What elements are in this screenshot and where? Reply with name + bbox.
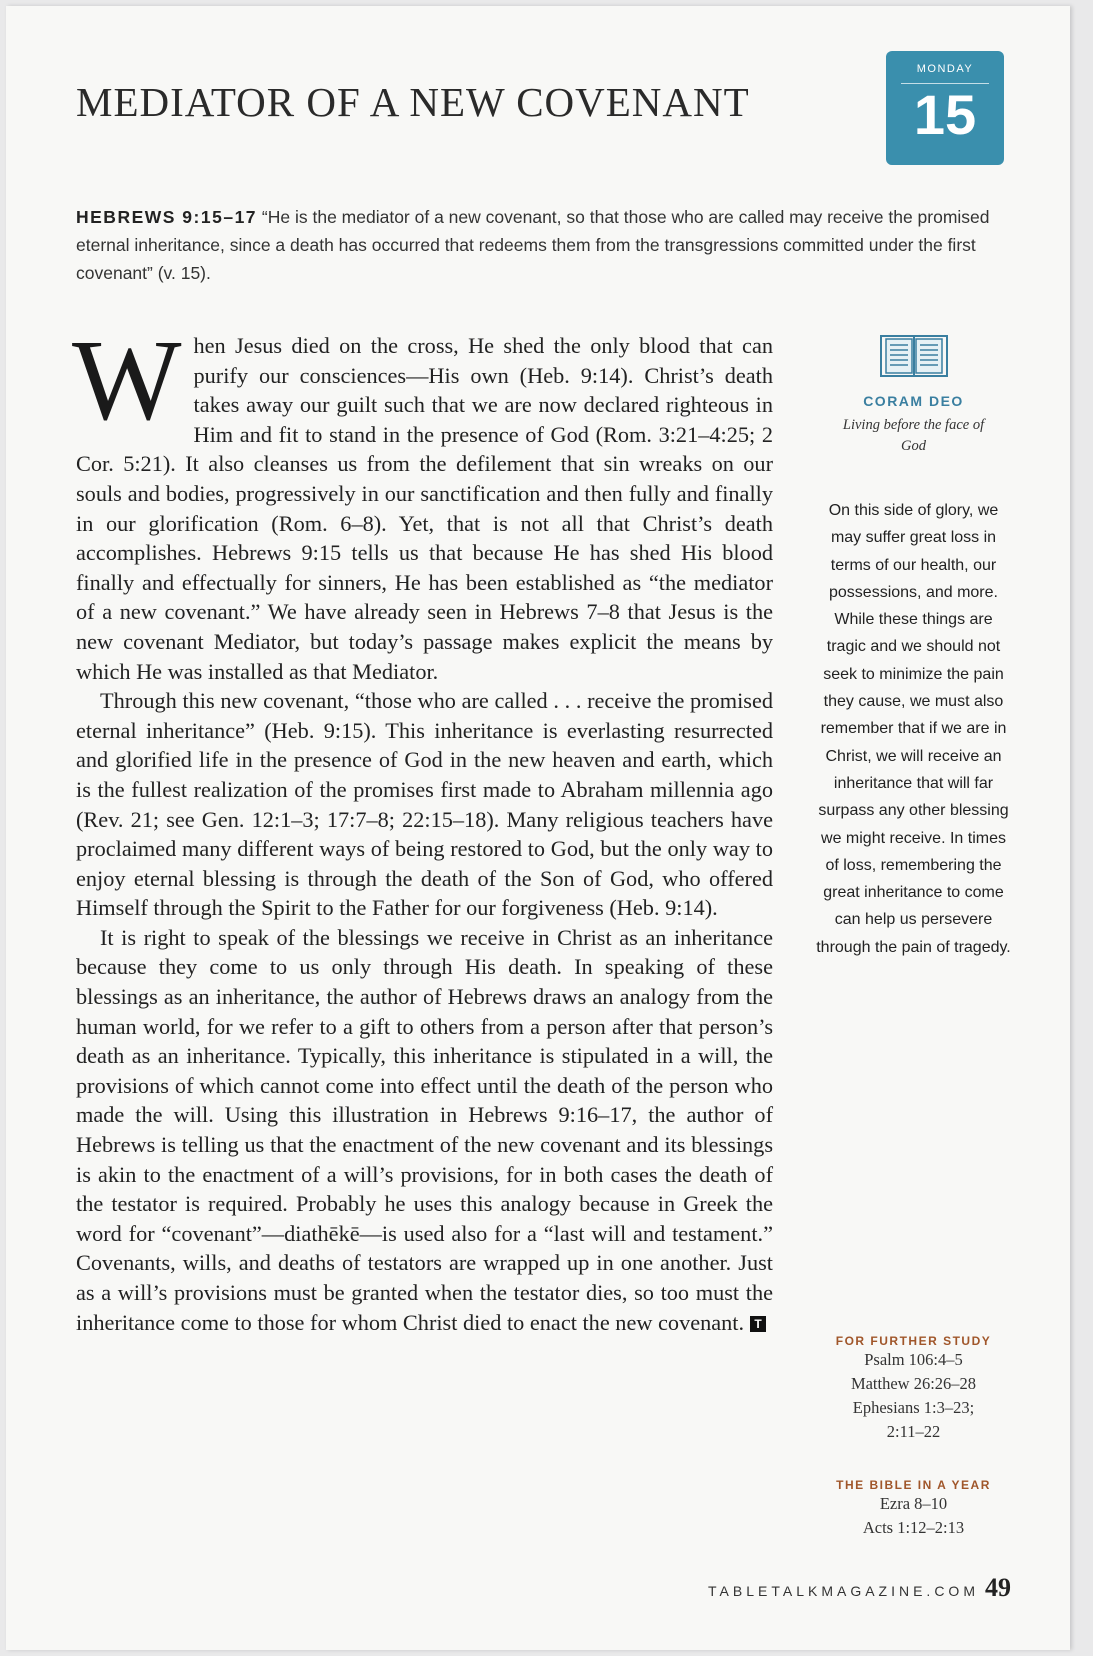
page-title: MEDIATOR OF A NEW COVENANT	[76, 79, 750, 125]
open-book-icon	[878, 333, 950, 379]
further-study-ref: Psalm 106:4–5	[864, 1350, 963, 1369]
bible-in-a-year-ref: Acts 1:12–2:13	[862, 1518, 965, 1537]
coram-deo-label: CORAM DEO	[863, 393, 964, 409]
scripture-passage	[76, 203, 1011, 287]
paragraph-3	[76, 923, 773, 1337]
magazine-page	[6, 6, 1070, 1650]
bible-in-a-year-label: THE BIBLE IN A YEAR	[836, 1478, 991, 1492]
paragraph-1	[72, 317, 773, 686]
coram-deo-subtitle: Living before the face of God	[842, 417, 985, 454]
page-number: 49	[985, 1573, 1011, 1602]
date-badge	[886, 51, 1004, 165]
bible-in-a-year-ref: Ezra 8–10	[879, 1494, 948, 1513]
end-mark-icon: T	[750, 1316, 766, 1332]
further-study-ref: Ephesians 1:3–23;	[852, 1398, 975, 1417]
scripture-text: “He is the mediator of a new covenant, so that those who are called may receive the promised eternal inheritance, since a death has occurred that redeems them from the transgressions committed under the first covenant” (v. 15).	[76, 207, 990, 283]
paragraph-2: Through this new covenant, “those who are called . . . receive the promised eternal inheritance” (Heb. 9:15). This inheritance is everlasting resurrected and glorified life in the presence of God in the new heaven and earth, which is the fullest realization of the promises first made to Abraham millennia ago (Rev. 21; see Gen. 12:1–3; 17:7–8; 22:15–18). Many religious teachers have proclaimed many different ways of being restored to God, but the only way to enjoy eternal blessing is through the death of the Son of God, who offered Himself through the Spirit to the Father for our forgiveness (Heb. 9:14).	[76, 688, 773, 921]
further-study-label: FOR FURTHER STUDY	[835, 1334, 992, 1348]
bible-in-a-year	[816, 1478, 1011, 1540]
coram-deo-sidebar	[816, 333, 1011, 961]
further-study	[816, 1334, 1011, 1444]
paragraph-3-text: It is right to speak of the blessings we receive in Christ as an inheritance because they come to us only through His death. In speaking of these blessings as an inheritance, the author of Hebrews draws an analogy from the human world, for we refer to a gift to others from a person after that person’s death as an inheritance. Typically, this inheritance is stipulated in a will, the provisions of which cannot come into effect until the death of the person who made the will. Using this illustration in Hebrews 9:16–17, the author of Hebrews is telling us that the enactment of the new covenant and its blessings is akin to the enactment of a will’s provisions, for in both cases the death of the testator is required. Probably he uses this analogy because in Greek the word for “covenant”—diathēkē—is used also for a “last will and testament.” Covenants, wills, and deaths of testators are wrapped up in one another. Just as a will’s provisions must be granted when the testator dies, so too must the inheritance come to those for whom Christ died to enact the new covenant.	[76, 924, 773, 1335]
article-body	[72, 317, 773, 1337]
paragraph-1-text: hen Jesus died on the cross, He shed the only blood that can purify our consciences—His own (Heb. 9:14). Christ’s death takes away our guilt such that we are now declared righteous in Him and fit to stand in the presence of God (Rom. 3:21–4:25; 2 Cor. 5:21). It also cleanses us from the defilement that sin wreaks on our souls and bodies, progressively in our sanctification and then fully and finally in our glorification (Rom. 6–8). Yet, that is not all that Christ’s death accomplishes. Hebrews 9:15 tells us that because He has shed His blood finally and effectually for sinners, He has been established as “the mediator of a new covenant.” We have already seen in Hebrews 7–8 that Jesus is the new covenant Mediator, but today’s passage makes explicit the means by which He was installed as that Mediator.	[76, 333, 773, 684]
day-of-week: MONDAY	[916, 63, 974, 75]
day-number: 15	[913, 83, 977, 146]
further-study-ref: Matthew 26:26–28	[850, 1374, 977, 1393]
page-footer	[651, 1573, 1011, 1603]
footer-site: TABLETALKMAGAZINE.COM	[708, 1583, 979, 1599]
further-study-ref: 2:11–22	[886, 1422, 941, 1441]
coram-deo-text: On this side of glory, we may suffer great loss in terms of our health, our possessions, and more. While these things are tragic and we should not seek to minimize the pain they cause, we must also remember that if we are in Christ, we will receive an inheritance that will far surpass any other blessing we might receive. In times of loss, remembering the great inheritance to come can help us persevere through the pain of tragedy.	[816, 502, 1011, 956]
scripture-reference: HEBREWS 9:15–17	[76, 207, 258, 227]
drop-cap: W	[72, 317, 182, 445]
